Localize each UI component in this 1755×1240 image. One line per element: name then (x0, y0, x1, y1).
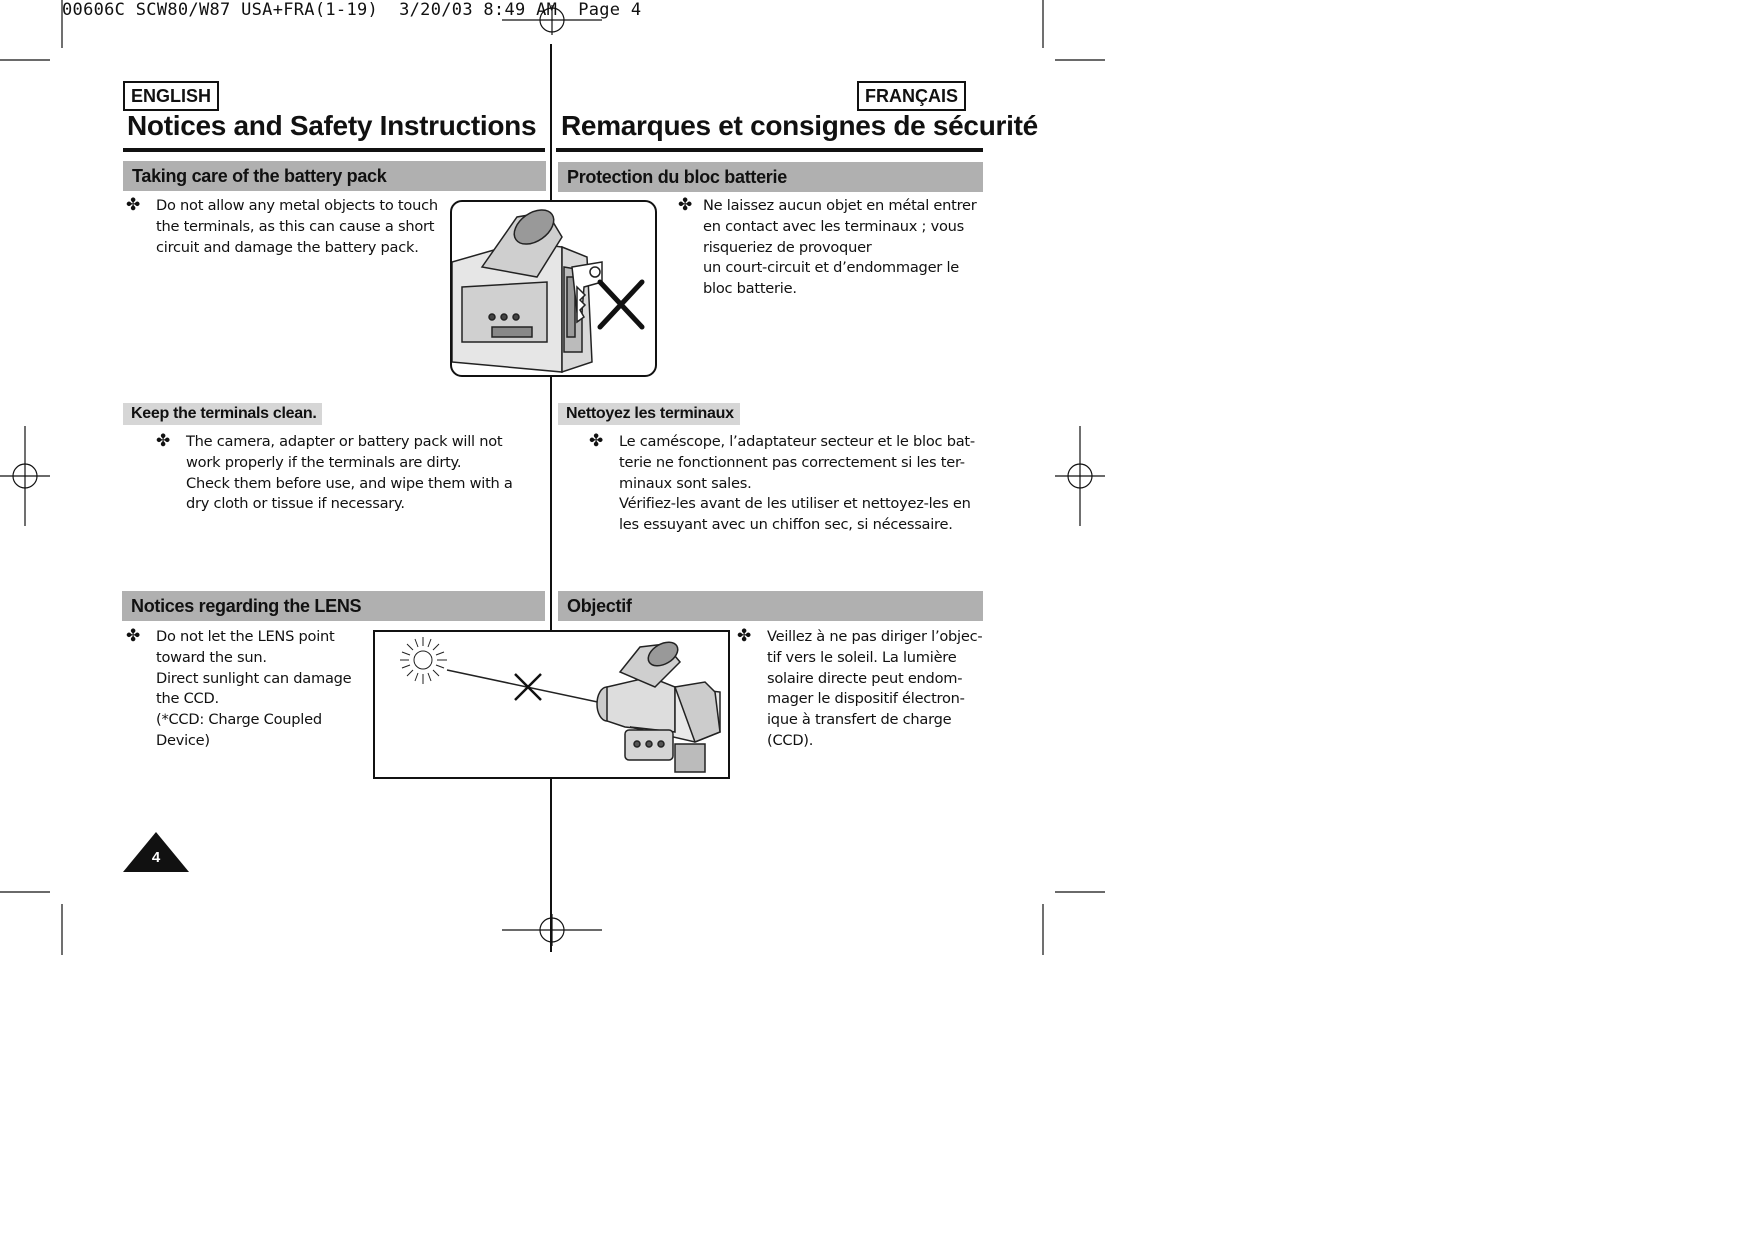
lens-text-fr (767, 627, 982, 752)
print-slug: 00606C SCW80/W87 USA+FRA(1-19) 3/20/03 8:49 AM Page 4 (62, 0, 642, 20)
text-line: mager le dispositif électron- (767, 690, 965, 708)
text-line: risqueriez de provoquer (703, 238, 872, 256)
section-heading-battery-en: Taking care of the battery pack (123, 161, 546, 191)
text-line: (*CCD: Charge Coupled (156, 711, 322, 729)
text-line: ique à transfert de charge (767, 711, 952, 729)
bullet-icon: ✤ (126, 626, 141, 646)
text-line: The camera, adapter or battery pack will not (186, 433, 503, 450)
text-line: Do not let the LENS point (156, 628, 335, 645)
text-line: Ne laissez aucun objet en métal entrer (703, 197, 977, 214)
page-title-english: Notices and Safety Instructions (127, 110, 537, 141)
bullet-icon: ✤ (678, 195, 693, 215)
text-line: les essuyant avec un chiffon sec, si nécessaire. (619, 516, 953, 534)
text-line: dry cloth or tissue if necessary. (186, 495, 405, 513)
bullet-icon: ✤ (589, 431, 604, 451)
bullet-icon: ✤ (737, 626, 752, 646)
text-line: solaire directe peut endom- (767, 669, 963, 687)
page-number: 4 (151, 849, 161, 866)
lens-text-en (156, 627, 351, 752)
text-line: Veillez à ne pas diriger l’objec- (767, 628, 983, 645)
section-heading-lens-fr: Objectif (558, 591, 983, 621)
bullet-icon: ✤ (126, 195, 141, 215)
battery-text-en (156, 196, 438, 258)
sun-camera-drawing (375, 632, 728, 777)
text-line: minaux sont sales. (619, 474, 752, 492)
text-line: un court-circuit et d’endommager le (703, 259, 959, 277)
text-line: the terminals, as this can cause a short (156, 217, 435, 235)
title-rule-english (123, 148, 545, 152)
terminals-text-en (186, 432, 513, 515)
page-title-french: Remarques et consignes de sécurité (561, 110, 1038, 141)
camcorder-battery-drawing (452, 202, 657, 377)
section-heading-lens-en: Notices regarding the LENS (122, 591, 545, 621)
language-label-english: ENGLISH (123, 81, 219, 111)
battery-terminal-illustration (450, 200, 657, 377)
text-line: bloc batterie. (703, 280, 797, 298)
text-line: Do not allow any metal objects to touch (156, 197, 438, 214)
column-divider (550, 44, 552, 952)
section-heading-terminals-en: Keep the terminals clean. (123, 403, 322, 425)
title-rule-french (556, 148, 983, 152)
bullet-icon: ✤ (156, 431, 171, 451)
text-line: Le caméscope, l’adaptateur secteur et le bloc bat- (619, 433, 975, 450)
terminals-text-fr (619, 432, 975, 536)
text-line: work properly if the terminals are dirty. (186, 453, 462, 471)
language-label-french: FRANÇAIS (857, 81, 966, 111)
text-line: Direct sunlight can damage (156, 669, 352, 687)
section-heading-terminals-fr: Nettoyez les terminaux (558, 403, 740, 425)
battery-text-fr (703, 196, 977, 300)
text-line: Vérifiez-les avant de les utiliser et nettoyez-les en (619, 495, 971, 513)
text-line: circuit and damage the battery pack. (156, 238, 419, 256)
text-line: en contact avec les terminaux ; vous (703, 217, 965, 235)
text-line: tif vers le soleil. La lumière (767, 648, 957, 666)
lens-sun-illustration (373, 630, 730, 779)
text-line: Check them before use, and wipe them with a (186, 474, 513, 492)
text-line: the CCD. (156, 690, 219, 708)
text-line: toward the sun. (156, 648, 267, 666)
text-line: terie ne fonctionnent pas correctement si les ter- (619, 453, 965, 471)
text-line: (CCD). (767, 731, 814, 749)
section-heading-battery-fr: Protection du bloc batterie (558, 162, 983, 192)
text-line: Device) (156, 731, 210, 749)
